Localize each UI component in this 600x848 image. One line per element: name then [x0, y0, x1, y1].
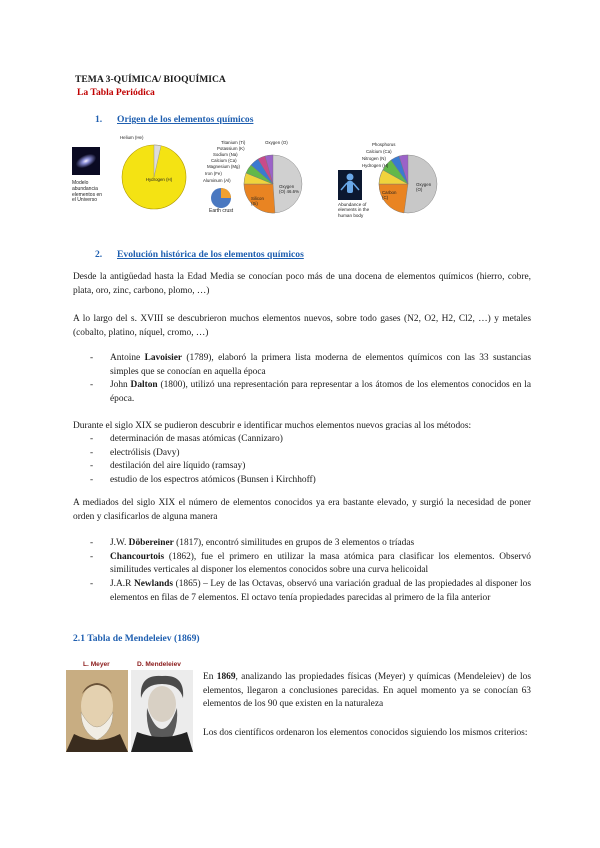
- paragraph-antiquity: Desde la antigüedad hasta la Edad Media se conocían poco más de una docena de elementos químicos (hierro, cobre, plata, oro, zinc, carbono, plomo, …): [73, 272, 531, 296]
- earth-crust-abundance-figure: [203, 140, 313, 218]
- earth-label-aluminum: Aluminum (Al): [203, 178, 231, 183]
- section-2-number: 2.: [95, 249, 103, 260]
- body-torso: [347, 181, 353, 193]
- section-1-title: Origen de los elementos químicos: [117, 114, 254, 125]
- meyer-portrait: [66, 670, 128, 752]
- universe-pie-chart: [72, 135, 192, 217]
- list-item: - electrólisis (Davy): [90, 447, 531, 461]
- document-title: TEMA 3-QUÍMICA/ BIOQUÍMICA: [75, 74, 226, 85]
- mendeleiev-portrait: [131, 670, 193, 752]
- hydrogen-label: Hydrogen (H): [145, 177, 173, 182]
- body-caption: Abundance of elements in the human body: [338, 202, 370, 218]
- portrait-label-mendeleiev: D. Mendeleiev: [137, 661, 181, 668]
- body-label-nitrogen: Nitrogen (N): [362, 156, 386, 161]
- pioneers-list: [90, 352, 531, 407]
- earth-label-sodium: Sodium (Na): [213, 152, 238, 157]
- earth-label-titanium: Titanium (Ti): [221, 140, 246, 145]
- earth-core: [221, 188, 231, 198]
- list-item: - estudio de los espectros atómicos (Bunsen i Kirchhoff): [90, 474, 531, 488]
- paragraph-criteria: Los dos científicos ordenaron los elementos conocidos siguiendo los mismos criterios:: [203, 728, 528, 738]
- portrait-label-meyer: L. Meyer: [83, 661, 110, 668]
- methods-list: [90, 433, 531, 488]
- list-item: - determinación de masas atómicas (Cannizaro): [90, 433, 531, 447]
- list-item: - J.A.R Newlands (1865) – Ley de las Octavas, observó una variación gradual de las propiedades al disponer los elementos en filas de 7 elementos. El octavo tenía propiedades parecidas al primero de la fila anterior: [90, 578, 531, 605]
- paragraph-xix: Durante el siglo XIX se pudieron descubrir e identificar muchos elementos nuevos gracias al los métodos:: [73, 421, 472, 431]
- section-1-heading[interactable]: [95, 113, 253, 127]
- earth-label-silicon: Silicon (Si): [251, 196, 264, 207]
- list-item: - J.W. Döbereiner (1817), encontró similitudes en grupos de 3 elementos o tríadas: [90, 537, 531, 551]
- human-body-abundance-figure: [338, 140, 448, 220]
- body-label-carbon: Carbon (C): [382, 190, 397, 201]
- universe-abundance-figure: [72, 135, 192, 217]
- earth-label-potassium: Potassium (K): [217, 146, 245, 151]
- earth-label-oxygen: Oxygen (O): [265, 140, 288, 145]
- section-2-title: Evolución histórica de los elementos químicos: [117, 249, 304, 260]
- section-2-heading[interactable]: [95, 248, 304, 262]
- earth-label-calcium: Calcium (Ca): [211, 158, 237, 163]
- body-label-oxygen: Oxygen (O): [416, 182, 432, 193]
- universe-caption: Modelo abundancia elementos en el Universo: [72, 180, 103, 204]
- list-item: - destilación del aire líquido (ramsay): [90, 460, 531, 474]
- classifiers-list: [90, 537, 531, 605]
- list-item: - Antoine Lavoisier (1789), elaboró la primera lista moderna de elementos químicos con las 33 sustancias simples que se conocían en aquella época: [90, 352, 531, 379]
- helium-label: Helium (He): [120, 135, 144, 140]
- earth-label-oxygen-pct: Oxygen (O) 46.6%: [279, 184, 300, 195]
- body-label-phosphorus: Phosphorus: [372, 142, 396, 147]
- section-1-number: 1.: [95, 114, 103, 125]
- body-head: [347, 174, 354, 181]
- paragraph-mid-xix: A mediados del siglo XIX el número de elementos conocidos ya era bastante elevado, y surgió la necesidad de poner orden y clasificarlos de alguna manera: [73, 498, 531, 522]
- body-label-hydrogen: Hydrogen (H): [362, 163, 389, 168]
- list-item: - Chancourtois (1862), fue el primero en utilizar la masa atómica para clasificar los elementos. Observó similitudes verticales al disponer los elementos conocidos sobre una curva helicoidal: [90, 551, 531, 578]
- paragraph-xviii: A lo largo del s. XVIII se descubrieron muchos elementos nuevos, sobre todo gases (N2, O2, H2, Cl2, …) y metales (cobalto, platino, níquel, cromo, …): [73, 314, 531, 338]
- body-label-calcium: Calcium (Ca): [366, 149, 392, 154]
- earth-caption: Earth crust: [209, 208, 234, 214]
- list-item: - John Dalton (1800), utilizó una representación para representar a los átomos de los elementos conocidos en la época.: [90, 379, 531, 406]
- paragraph-1869: En 1869, analizando las propiedades físicas (Meyer) y químicas (Mendeleiev) de los elementos, llegaron a conclusiones parecidas. En aquel momento ya se conocían 63 elementos de los 90 que existen en la naturaleza: [203, 672, 531, 710]
- mendeleiev-face: [148, 686, 176, 722]
- document-subtitle: La Tabla Periódica: [77, 87, 155, 98]
- earth-label-magnesium: Magnesium (Mg): [207, 164, 240, 169]
- earth-label-iron: Iron (Fe): [205, 171, 222, 176]
- section-2-1-heading: 2.1 Tabla de Mendeleiev (1869): [73, 633, 200, 644]
